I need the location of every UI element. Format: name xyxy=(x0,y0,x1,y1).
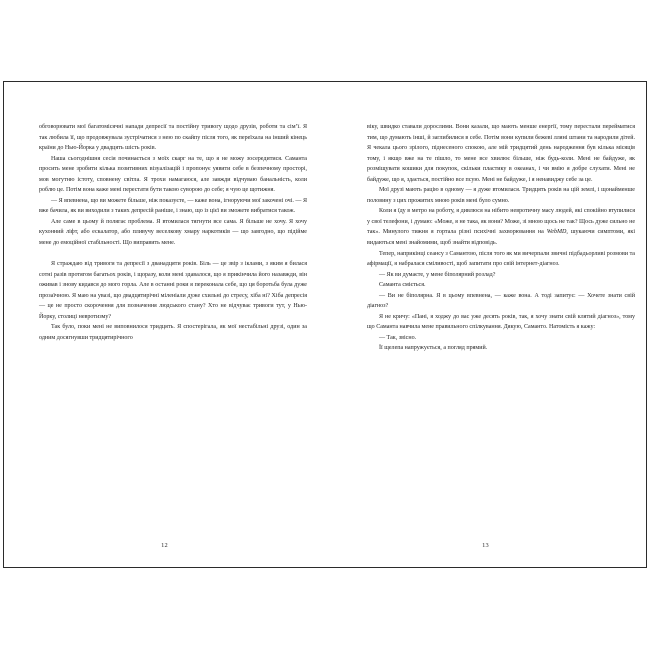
page-right xyxy=(325,82,646,567)
right-page-text-column xyxy=(367,122,635,354)
page-left xyxy=(4,82,325,567)
paragraph: — Ви не біполярна. Я в цьому впевнена, — каже вона. А тоді запитує: — Хочете знати свій діагноз? xyxy=(367,292,635,310)
paragraph: Саманта сміється. xyxy=(379,282,426,289)
paragraph: Але саме в цьому й полягає проблема. Я втомилася тягнути все сама. Я більше не хочу. Я хочу кухонний ліфт, або ескалатор, або пливучу веселкову хмару наркотиків — що завгодно, що підійме мене до емоційної стабільності. Що виправить мене. xyxy=(39,218,307,247)
paragraph: Її щелепа напружується, а погляд прямий. xyxy=(379,345,488,352)
paragraph: — Я впевнена, що ви можете більше, ніж показуєте, — каже вона, ігноруючи мої закочені очі. — Я вже бачила, як ви виходили з таких депресій раніше, і знаю, що із цієї ви зможете вибратися також. xyxy=(39,197,307,215)
paragraph: — Так, звісно. xyxy=(379,334,417,341)
text-segment: Коли я їду в метро на роботу, я дивлюся на нібито невротичну масу людей, які спокійно втупилися у свої телефони, і думаю: «Може, я не така, як вони? Може, зі мною щось не так? Щось дуже сильно не так». Минулого тижня я гортала різні психічні захворювання на xyxy=(367,208,635,236)
paragraph: віку, швидко ставали дорослими. Вони казали, що мають менше енергії, тому перестали перейматися тим, що думають інші, й заглибилися в себе. Потім вони купили бежеві лляні штани та народили дітей. Я чекала цього зрілого, піднесеного спокою, але мій тридцятий день народження був кілька місяців тому, і якщо вже на те пішло, то мене все хвилює більше, ніж будь-коли. Мені не байдуже, як розміщувати кошики для покупок, скільки пластику в океанах, і чи вмію я добре слухати. Мені не байдуже, що я, здається, постійно все псую. Мені не байдуже, і я ненавиджу себе за це. xyxy=(367,124,635,183)
page-number-right: 13 xyxy=(482,542,489,549)
paragraph-with-italic xyxy=(367,206,635,248)
paragraph: Я не кричу: «Пані, я ходжу до вас уже десять років, так, я хочу знати свій клятий діагноз», тому що Саманта навчила мене правильного спілкування. Дякую, Саманто. Натомість я кажу: xyxy=(367,313,635,331)
paragraph: обговорювати мої багатомісячні напади депресії та постійну тривогу щодо друзів, роботи та сім’ї. Я так любила її, що продовжувала зустрічатися з нею по скайпу після того, як переїхала на інший кінець країни до Нью-Йорка у двадцять шість років. xyxy=(39,124,307,152)
paragraph: Мої друзі мають рацію в одному — я дуже втомилася. Тридцять років на цій землі, і щонайменше половину з цих прожитих мною років мені було сумно. xyxy=(367,187,635,204)
paragraph: Так було, поки мені не виповнилося тридцять. Я спостерігала, як мої нестабільні друзі, один за одним досягнувши тридцятирічного xyxy=(39,324,307,341)
page-number-left: 12 xyxy=(161,542,168,549)
left-page-text-column xyxy=(39,122,307,343)
paragraph: Наша сьогоднішня сесія починається з моїх скарг на те, що я не можу зосередитися. Саманта просить мене зробити кілька позитивних візуалізацій і пропонує уявити себе в безпечному просторі, мов могутню істоту, сповнену світла. Я трохи намагаюся, але завжди відчуваю банальність, коли роблю це. Потім вона каже мені перестати бути такою суворою до себе; я чую це щотижня. xyxy=(39,155,307,194)
paragraph: Я страждаю від тривоги та депресії з дванадцяти років. Біль — це звір з іклами, з яким я билася сотні разів протягом багатьох років, і щоразу, коли мені здавалося, що я прикінчила його назавжди, він оживав і знову кидався до мого горла. Але в останні роки я переконала себе, що ця боротьба була дуже прозаїчною. Я маю на увазі, що двадцятирічні міленіали дуже схильні до стресу, хіба ні? Хіба депресія — це не просто скорочення для позначення людського стану? Хто не відчуває тривоги тут, у Нью-Йорку, столиці невротизму? xyxy=(39,261,307,320)
paragraph: Тепер, наприкінці сеансу з Самантою, після того як ми вичерпали звичні підбадьорливі розмови та афірмації, я набралася сміливості, щоб запитати про свій інтернет-діагноз. xyxy=(367,250,635,268)
book-spread xyxy=(3,81,647,568)
italic-brand-name: WebMD xyxy=(546,229,567,236)
paragraph: — Як ви думаєте, у мене біполярний розлад? xyxy=(379,271,496,278)
text-segment: , шукаючи симптоми, які видаються мені знайомими, щоб знайти відповідь. xyxy=(367,229,635,247)
